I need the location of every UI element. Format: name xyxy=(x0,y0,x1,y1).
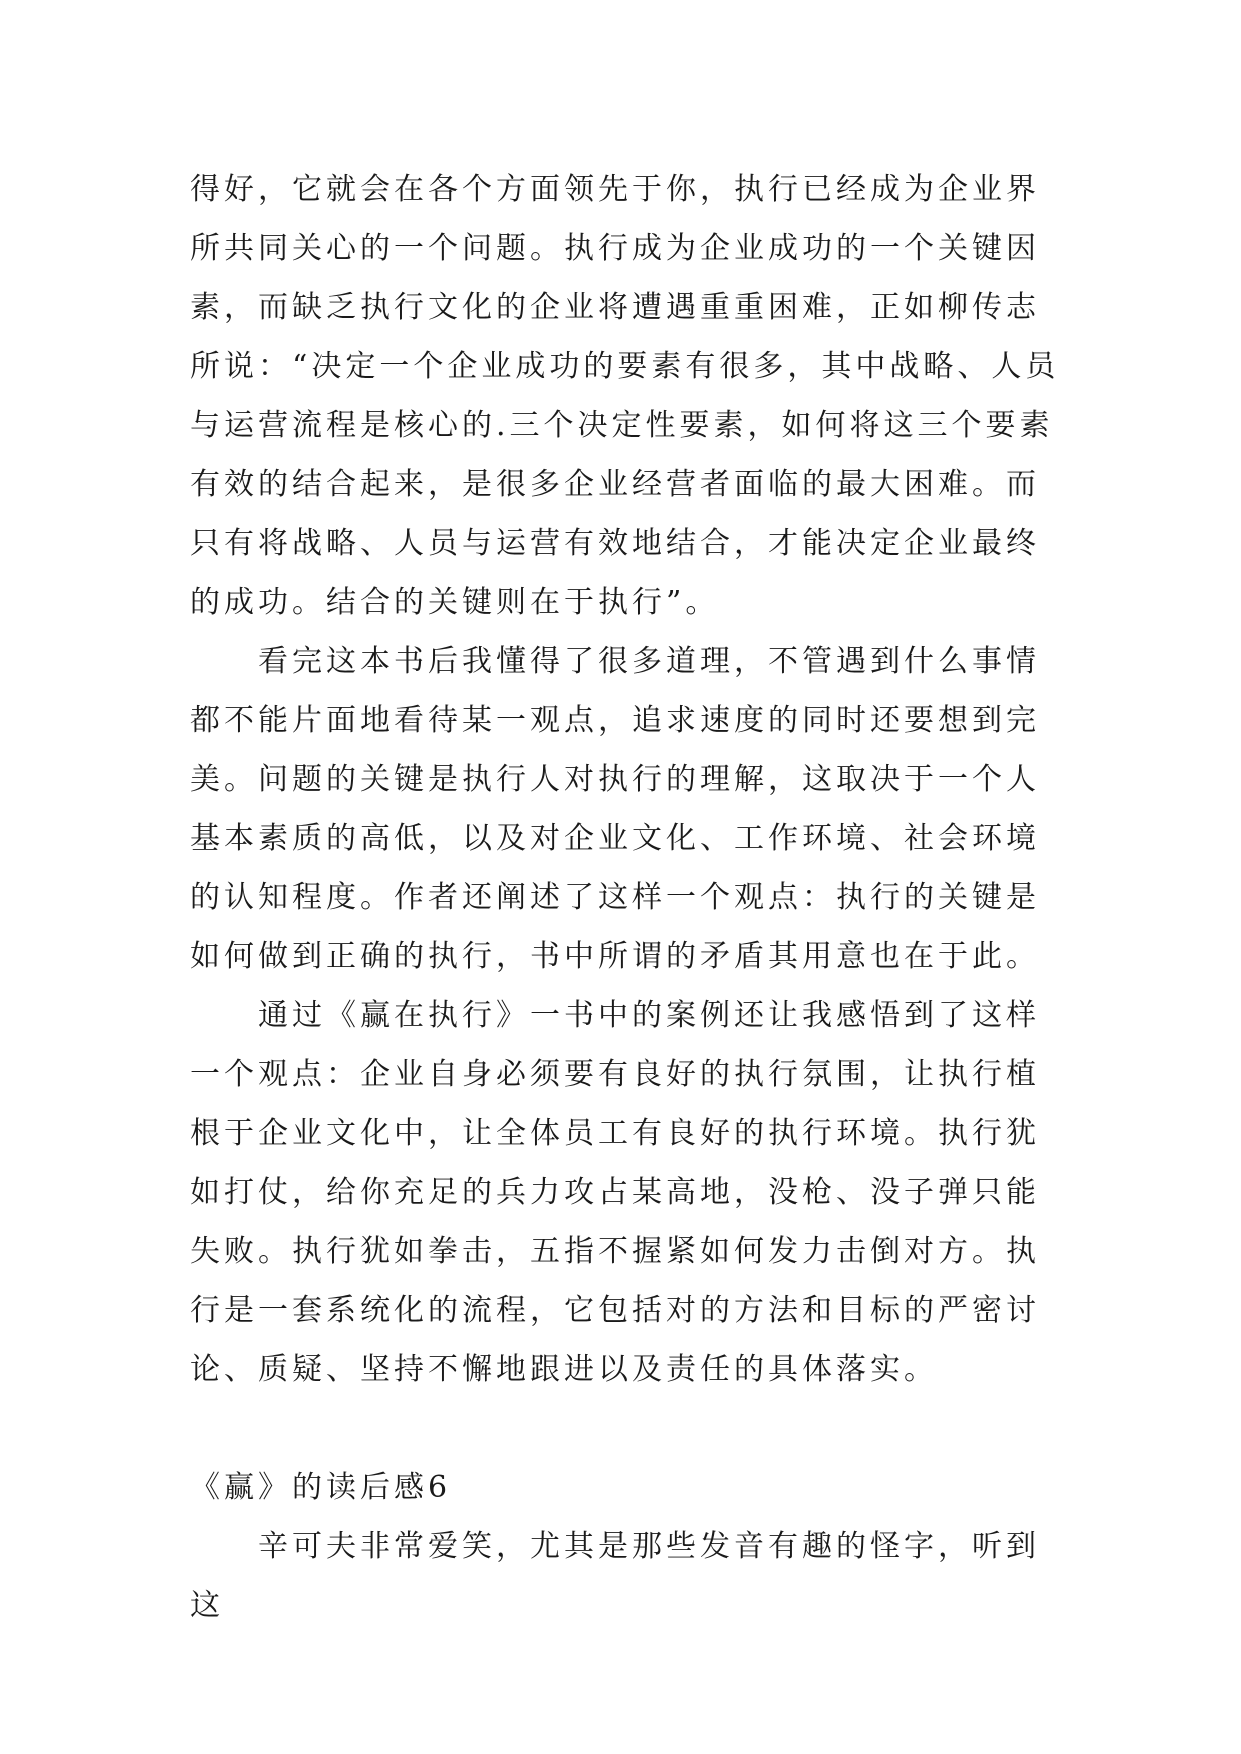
paragraph-section-start: 辛可夫非常爱笑，尤其是那些发音有趣的怪字，听到这 xyxy=(190,1529,1040,1623)
section-spacer xyxy=(190,1399,1070,1458)
paragraph-case-insight: 通过《赢在执行》一书中的案例还让我感悟到了这样一个观点：企业自身必须要有良好的执行氛围，让执行植根于企业文化中，让全体员工有良好的执行环境。执行犹如打仗，给你充足的兵力攻占某高地，没枪、没子弹只能失败。执行犹如拳击，五指不握紧如何发力击倒对方。执行是一套系统化的流程，它包括对的方法和目标的严密讨论、质疑、坚持不懈地跟进以及责任的具体落实。 xyxy=(190,998,1040,1387)
document-body xyxy=(190,160,1070,1635)
section-heading: 《赢》的读后感6 xyxy=(190,1470,452,1505)
paragraph-continuation: 得好，它就会在各个方面领先于你，执行已经成为企业界所共同关心的一个问题。执行成为企业成功的一个关键因素，而缺乏执行文化的企业将遭遇重重困难，正如柳传志所说：“决定一个企业成功的要素有很多，其中战略、人员与运营流程是核心的.三个决定性要素，如何将这三个要素有效的结合起来，是很多企业经营者面临的最大困难。而只有将战略、人员与运营有效地结合，才能决定企业最终的成功。结合的关键则在于执行”。 xyxy=(190,172,1060,620)
paragraph-reflection: 看完这本书后我懂得了很多道理，不管遇到什么事情都不能片面地看待某一观点，追求速度的同时还要想到完美。问题的关键是执行人对执行的理解，这取决于一个人基本素质的高低，以及对企业文化、工作环境、社会环境的认知程度。作者还阐述了这样一个观点：执行的关键是如何做到正确的执行，书中所谓的矛盾其用意也在于此。 xyxy=(190,644,1040,974)
